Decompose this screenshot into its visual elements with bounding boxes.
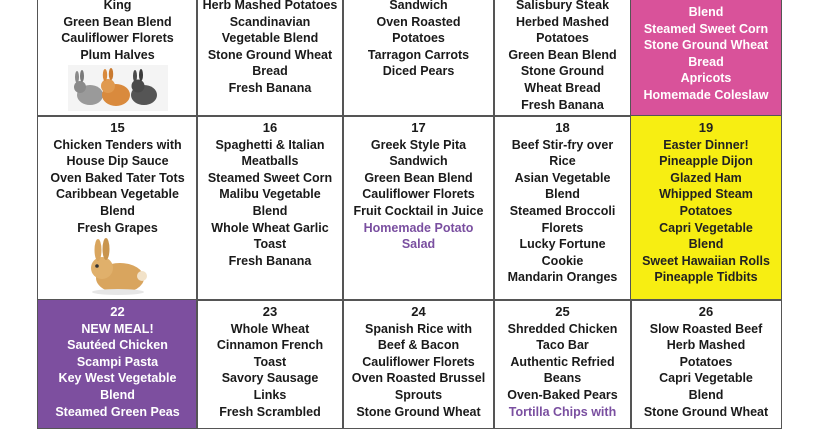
menu-item: Mandarin Oranges [507,270,618,285]
menu-item: Potatoes [679,203,733,218]
menu-item: Scandinavian [229,14,311,29]
menu-item: Steamed Green Peas [55,404,180,419]
menu-item: Steamed Sweet Corn [643,21,769,36]
menu-item: Pineapple Tidbits [654,270,758,285]
day-cell [196,299,344,429]
day-number: 18 [555,120,570,135]
menu-item: Fresh Scrambled [219,404,321,419]
day-number: 24 [411,304,426,319]
menu-item: Blend [100,387,135,402]
day-cell [342,0,495,117]
day-cell [342,299,495,429]
menu-item: Authentic Refried [510,354,615,369]
menu-item: Cauliflower Florets [61,31,174,46]
menu-item: Spanish Rice with [365,321,472,336]
menu-item: Sprouts [394,387,443,402]
menu-item: Cinnamon French [216,338,324,353]
menu-item: Apricots [680,71,732,86]
menu-item: Asian Vegetable [514,170,611,185]
day-number: 19 [698,120,714,135]
menu-item: Stone Ground Wheat [643,38,769,53]
menu-item: Cauliflower Florets [362,187,475,202]
menu-item: Sandwich [389,154,448,169]
menu-item: Beans [543,371,582,386]
menu-item: Beef & Bacon [377,338,460,353]
menu-item: Wheat Bread [524,80,601,95]
menu-item: Tarragon Carrots [367,47,470,62]
day-number: 25 [555,304,570,319]
menu-item: Oven-Baked Pears [507,387,618,402]
menu-item: Oven Roasted Brussel [351,371,486,386]
menu-item: Potatoes [392,31,445,46]
day-cell-highlight [37,299,198,429]
menu-item: Sautéed Chicken [67,338,168,353]
menu-item: Taco Bar [536,338,589,353]
menu-item: Fresh Banana [521,97,604,112]
menu-item: Cauliflower Florets [362,354,475,369]
menu-item: Links [253,387,287,402]
day-cell [196,115,344,301]
day-number: 16 [262,120,278,135]
menu-item: Fresh Grapes [77,220,158,235]
day-cell [493,0,632,117]
menu-item: Beef Stir-fry over [511,137,614,152]
menu-item: Slow Roasted Beef [649,321,763,336]
menu-item: Savory Sausage [221,371,319,386]
rabbit-photo [78,238,158,296]
menu-item: Green Bean Blend [63,14,172,29]
menu-item: Potatoes [679,354,733,369]
menu-item: Whipped Steam [659,187,753,202]
menu-item: Herb Mashed Potatoes [202,0,338,12]
menu-item: Glazed Ham [670,170,742,185]
menu-item: Easter Dinner! [663,137,749,152]
menu-item: Greek Style Pita [370,137,467,152]
menu-item: Steamed Sweet Corn [207,170,333,185]
menu-item: Blend [545,187,580,202]
menu-item: Caribbean Vegetable [56,187,179,202]
menu-item: Oven Baked Tater Tots [50,170,185,185]
menu-item: Blend [688,237,724,252]
day-number: 23 [262,304,278,319]
menu-item: Cookie [541,253,584,268]
menu-item: Herbed Mashed [515,14,610,29]
menu-item: Whole Wheat [230,321,310,336]
menu-item: Salisbury Steak [515,0,610,12]
menu-item: Toast [253,354,287,369]
menu-item: Malibu Vegetable [219,187,321,202]
menu-item-new: Tortilla Chips with [508,404,617,419]
menu-item: Rice [549,154,576,169]
menu-item: Florets [541,220,584,235]
menu-item: Blend [100,203,135,218]
menu-item: Stone Ground Wheat [207,47,333,62]
day-cell [493,299,632,429]
menu-item: Potatoes [536,31,589,46]
menu-item: Spaghetti & Italian [215,137,325,152]
menu-item-new: Homemade Potato [363,220,474,235]
menu-item: Sandwich [389,0,448,12]
day-number: 22 [110,304,125,319]
menu-item: Lucky Fortune [519,237,606,252]
menu-item: Fruit Cocktail in Juice [353,203,484,218]
menu-item: King [103,0,132,12]
day-cell [37,0,198,117]
menu-item: Blend [688,387,724,402]
menu-item: Fresh Banana [228,253,312,268]
menu-item: Stone Ground Wheat [356,404,481,419]
day-cell-highlight [630,115,782,301]
menu-item: Whole Wheat Garlic [211,220,329,235]
day-cell [630,299,782,429]
menu-item: Pineapple Dijon [659,154,753,169]
menu-item: House Dip Sauce [66,154,169,169]
menu-item: Key West Vegetable [58,371,177,386]
menu-item: Toast [253,237,287,252]
menu-item-new: Salad [401,237,436,252]
menu-item: Capri Vegetable [659,220,753,235]
day-cell [196,0,344,117]
menu-item: Plum Halves [80,47,155,62]
menu-item: Vegetable Blend [221,31,319,46]
day-cell [37,115,198,301]
day-cell [493,115,632,301]
menu-item: Green Bean Blend [364,170,473,185]
menu-item: Stone Ground [520,64,605,79]
menu-item: Bread [688,54,724,69]
menu-item: Bread [252,64,288,79]
day-number: 26 [698,304,714,319]
menu-item: Chicken Tenders with [53,137,182,152]
menu-item: Fresh Banana [228,80,312,95]
menu-item: Blend [252,203,288,218]
menu-item: Green Bean Blend [508,47,617,62]
menu-item: Oven Roasted [376,14,461,29]
menu-item: Meatballs [241,154,299,169]
day-cell [342,115,495,301]
menu-item: Blend [688,5,724,19]
day-cell-highlight [630,0,782,117]
menu-item: NEW MEAL! [81,321,154,336]
menu-item: Scampi Pasta [76,354,159,369]
menu-item: Stone Ground Wheat [643,404,769,419]
day-number: 17 [411,120,426,135]
menu-item: Herb Mashed [666,338,746,353]
day-number: 15 [110,120,125,135]
menu-item: Sweet Hawaiian Rolls [642,253,770,268]
menu-item: Homemade Coleslaw [643,87,769,102]
menu-item: Capri Vegetable [659,371,753,386]
menu-item: Steamed Broccoli [509,203,616,218]
bunnies-photo [68,65,168,111]
menu-item: Diced Pears [382,64,455,79]
menu-item: Shredded Chicken [507,321,618,336]
